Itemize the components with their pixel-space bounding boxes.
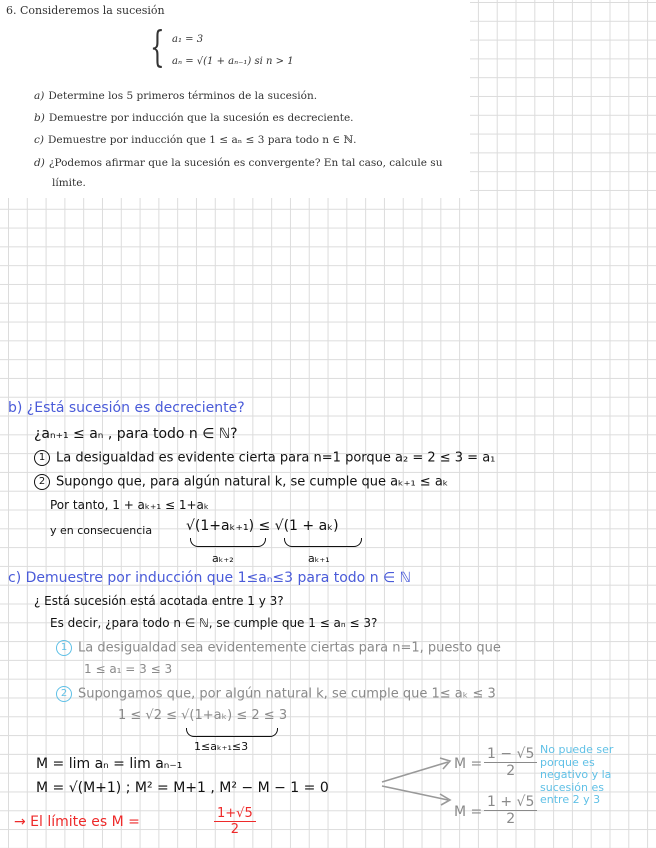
- system-brace: {: [150, 22, 165, 71]
- part-a: a) Determine los 5 primeros términos de la sucesión.: [34, 90, 318, 102]
- b-consequence-label: y en consecuencia: [50, 524, 153, 537]
- d-sol1-fraction: $\frac{1 - √5}{2}$: [484, 746, 537, 779]
- solution-arrows: [380, 752, 460, 806]
- c-step2-chain: 1 ≤ √2 ≤ √(1+aₖ) ≤ 2 ≤ 3: [118, 708, 288, 723]
- part-d-continued: límite.: [52, 177, 86, 189]
- arrow-down-icon: [382, 786, 448, 800]
- step-number-2: 2: [56, 686, 72, 702]
- b-title: b) ¿Está sucesión es decreciente?: [8, 400, 245, 416]
- part-c: c) Demuestre por inducción que 1 ≤ aₙ ≤ 3 para todo n ∈ ℕ.: [34, 134, 357, 146]
- part-b: b) Demuestre por inducción que la sucesión es decreciente.: [34, 112, 354, 124]
- b-step1: 1 La desigualdad es evidente cierta para n=1 porque a₂ = 2 ≤ 3 = a₁: [34, 450, 495, 466]
- underbrace-right: [284, 538, 362, 547]
- b-question: ¿aₙ₊₁ ≤ aₙ , para todo n ∈ ℕ?: [34, 426, 238, 442]
- underbrace-left: [190, 538, 266, 547]
- c-es-decir: Es decir, ¿para todo n ∈ ℕ, se cumple que 1 ≤ aₙ ≤ 3?: [50, 616, 378, 630]
- c-under: 1≤aₖ₊₁≤3: [194, 740, 249, 753]
- d-final-answer: → El límite es M =: [14, 814, 140, 830]
- b-step2: 2 Supongo que, para algún natural k, se cumple que aₖ₊₁ ≤ aₖ: [34, 474, 448, 490]
- d-sol2-fraction: $\frac{1 + √5}{2}$: [484, 794, 537, 827]
- arrow-up-icon: [382, 762, 448, 782]
- underbrace-c: [186, 728, 278, 737]
- c-question: ¿ Está sucesión está acotada entre 1 y 3?: [34, 594, 284, 608]
- problem-intro: 6. Consideremos la sucesión: [6, 4, 165, 17]
- d-limit-line: M = lim aₙ = lim aₙ₋₁: [36, 756, 183, 772]
- d-sol1-lhs: M =: [454, 756, 483, 772]
- b-root-inequality: √(1+aₖ₊₁) ≤ √(1 + aₖ): [186, 518, 339, 534]
- b-under-left: aₖ₊₂: [212, 552, 234, 565]
- d-side-note: No puede ser porque es negativo y la sucesión es entre 2 y 3: [540, 743, 614, 806]
- problem-statement: [0, 0, 470, 198]
- d-final-fraction: $\frac{1+√5}{2}$: [214, 806, 256, 837]
- step-number-1: 1: [56, 640, 72, 656]
- b-portanto: Por tanto, 1 + aₖ₊₁ ≤ 1+aₖ: [50, 498, 209, 512]
- d-sol2-lhs: M =: [454, 804, 483, 820]
- c-step1: 1 La desigualdad sea evidentemente ciertas para n=1, puesto que: [56, 640, 501, 656]
- c-step2: 2 Supongamos que, por algún natural k, se cumple que 1≤ aₖ ≤ 3: [56, 686, 496, 702]
- definition-first-term: a₁ = 3: [172, 34, 204, 45]
- definition-recurrence: aₙ = √(1 + aₙ₋₁) si n > 1: [172, 56, 294, 67]
- step-number-2: 2: [34, 474, 50, 490]
- b-under-right: aₖ₊₁: [308, 552, 330, 565]
- c-title: c) Demuestre por inducción que 1≤aₙ≤3 para todo n ∈ ℕ: [8, 570, 411, 586]
- c-step1-detail: 1 ≤ a₁ = 3 ≤ 3: [84, 662, 173, 676]
- d-equation-line: M = √(M+1) ; M² = M+1 , M² − M − 1 = 0: [36, 780, 329, 796]
- step-number-1: 1: [34, 450, 50, 466]
- part-d: d) ¿Podemos afirmar que la sucesión es convergente? En tal caso, calcule su: [34, 157, 443, 169]
